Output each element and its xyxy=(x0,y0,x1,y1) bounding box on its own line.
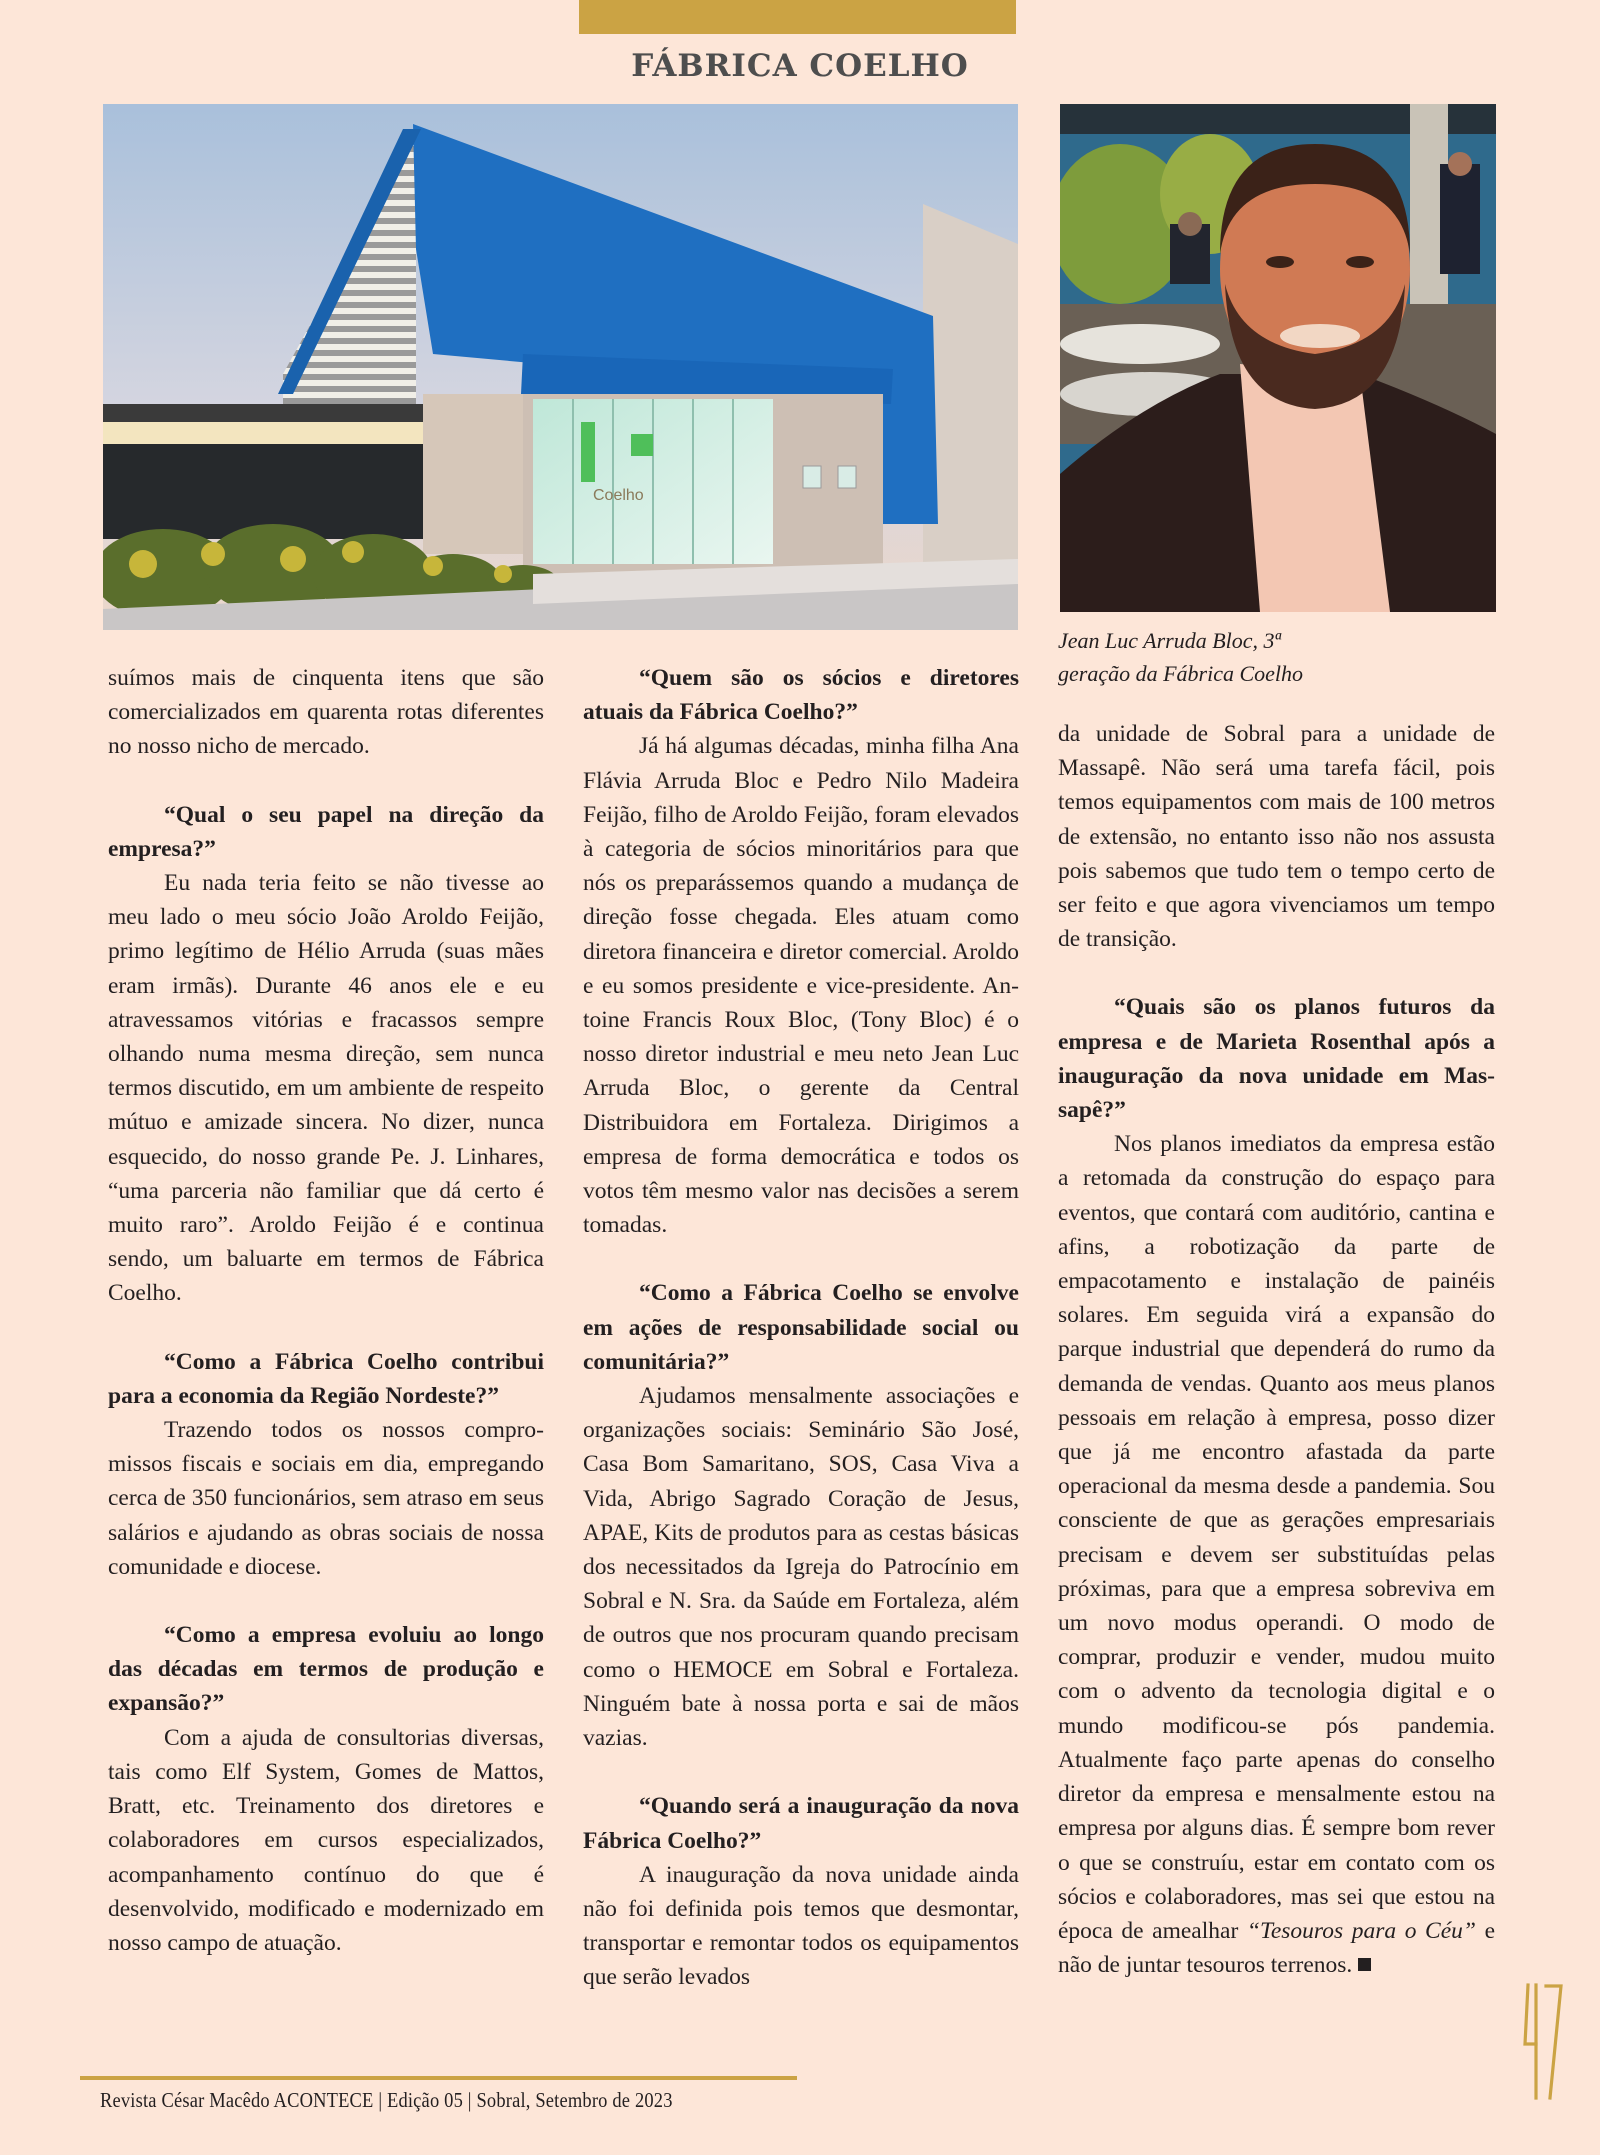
question-heading: “Como a Fábrica Coelho contribui para a economia da Região Nordeste?” xyxy=(108,1348,544,1409)
answer-text-end: e não de juntar tesouros terrenos. xyxy=(1058,1917,1495,1979)
question-heading: “Qual o seu papel na direção da empresa?” xyxy=(108,801,544,862)
answer-paragraph: Eu nada teria feito se não tivesse ao meu lado o meu sócio João Aroldo Feijão, primo legítimo de Hélio Arruda (suas mães eram irmãs). Durante 46 anos ele e eu atravessamos vitórias e fracassos sempre olhando numa mesma direção, sem nunca termos discutido, em um ambiente de respeito mútuo e amizade sincera. No dizer, nunca esquecido, do nosso grande Pe. J. Linhares, “uma parceria não familiar que dá certo é muito raro”. Aroldo Feijão é e continua sendo, um baluarte em termos de Fábrica Coelho. xyxy=(108,870,544,1307)
answer-paragraph: Ajudamos mensalmente associações e organizações sociais: Seminário São José, Casa Bom Samaritano, SOS, Casa Viva a Vida, Abrigo Sagrado Coração de Jesus, APAE, Kits de produtos para as cestas básicas dos necessitados da Igreja do Patrocínio em Sobral e N. Sra. da Saúde em Fortaleza, além de outros que nos procuram quando precisam como o HEMOCE em Sobral e Fortaleza. Ninguém bate à nossa porta e sai de mãos vazias. xyxy=(583,1383,1019,1752)
end-of-article-square-icon xyxy=(1358,1958,1371,1971)
footer-rule xyxy=(80,2076,797,2080)
portrait-caption xyxy=(1058,624,1388,690)
question-heading: “Quem são os sócios e diretores atuais da Fábrica Coelho?” xyxy=(583,665,1019,726)
header-accent-bar xyxy=(579,0,1016,34)
article-column-2 xyxy=(583,661,1019,1995)
paragraph-continuation: suímos mais de cinquenta itens que são comercializados em quarenta rotas diferentes no nosso nicho de mercado. xyxy=(108,665,544,760)
page-number xyxy=(1518,1982,1568,2104)
factory-building-photo xyxy=(103,104,1018,630)
question-heading: “Quando será a inauguração da nova Fábrica Coelho?” xyxy=(583,1793,1019,1854)
portrait-caption-line1: Jean Luc Arruda Bloc, 3ª xyxy=(1058,628,1281,653)
page-number-glyphs xyxy=(1518,1982,1568,2104)
article-column-3 xyxy=(1058,717,1495,1982)
portrait-photo xyxy=(1060,104,1496,612)
factory-building-illustration xyxy=(103,104,1018,630)
portrait-illustration xyxy=(1060,104,1496,612)
question-heading: “Como a empresa evoluiu ao longo das décadas em termos de produção e expansão?” xyxy=(108,1622,544,1717)
question-heading: “Quais são os planos futuros da empresa e de Marieta Rosenthal após a inauguração da nova unidade em Massapê?” xyxy=(1058,994,1495,1124)
building-sign: Coelho xyxy=(593,487,644,504)
answer-paragraph: Trazendo todos os nossos compromissos fiscais e sociais em dia, empregando cerca de 350 funcionários, sem atraso em seus salários e ajudando as obras sociais de nossa comunidade e diocese. xyxy=(108,1417,544,1580)
footer-publication-info: Revista César Macêdo ACONTECE | Edição 05 | Sobral, Setembro de 2023 xyxy=(100,2088,673,2112)
page-number-text xyxy=(1518,2104,1519,2105)
article-column-1 xyxy=(108,661,544,1960)
question-heading: “Como a Fábrica Coelho se envolve em ações de responsabilidade social ou comunitária?” xyxy=(583,1280,1019,1375)
answer-text: Nos planos imediatos da empresa estão a retomada da construção do espaço para eventos, que contará com auditório, cantina e afins, a robotização da parte de empacotamento e instalação de painéis solares. Em seguida virá a expansão do parque industrial que dependerá do rumo da demanda de vendas. Quanto aos meus planos pessoais em relação à empresa, posso dizer que já me encontro afastada da parte operacional da mesma desde a pandemia. Sou consciente de que as gerações empresariais precisam e devem ser substituídas pelas próximas, para que a empresa sobreviva em um novo modus operandi. O modo de comprar, produzir e vender, mudou muito com o advento da tecnologia digital e o mundo modificou-se pós pandemia. Atualmente faço parte apenas do conselho diretor da empresa e mensalmente estou na empresa por alguns dias. É sempre bom rever o que se construíu, estar em contato com os sócios e colaboradores, mas sei que estou na época de amealhar xyxy=(1058,1131,1495,1944)
section-title: FÁBRICA COELHO xyxy=(631,48,969,84)
paragraph-continuation: da unidade de Sobral para a unidade de Massapê. Não será uma tarefa fácil, pois temos equipamentos com mais de 100 metros de extensão, no entanto isso não nos assusta pois sabemos que tudo tem o tempo certo de ser feito e que agora vivenciamos um tempo de transição. xyxy=(1058,721,1495,953)
answer-paragraph xyxy=(1058,1127,1495,1982)
portrait-caption-line2: geração da Fábrica Coelho xyxy=(1058,661,1304,686)
answer-paragraph: Já há algumas décadas, minha filha Ana Flávia Arruda Bloc e Pedro Nilo Madeira Feijão, filho de Aroldo Feijão, foram elevados à categoria de sócios minoritários para que nós os preparássemos quando a mudança de direção fosse chegada. Eles atuam como diretora financeira e diretor comercial. Aroldo e eu somos presidente e vice-presidente. Antoine Francis Roux Bloc, (Tony Bloc) é o nosso diretor industrial e meu neto Jean Luc Arruda Bloc, o gerente da Central Distribuidora em Fortaleza. Dirigimos a empresa de forma democrática e todos os votos têm mesmo valor nas decisões a serem tomadas. xyxy=(583,733,1019,1239)
answer-paragraph: Com a ajuda de consultorias diversas, tais como Elf System, Gomes de Mattos, Bratt, etc. Treinamento dos diretores e colaboradores em cursos especializados, acompanhamento contínuo do que é desenvolvido, modificado e modernizado em nosso campo de atuação. xyxy=(108,1724,544,1956)
italic-quote: “Tesouros para o Céu” xyxy=(1246,1917,1476,1944)
answer-paragraph: A inauguração da nova unidade ainda não foi definida pois temos que desmontar, transportar e remontar todos os equipamentos que serão levados xyxy=(583,1861,1019,1991)
